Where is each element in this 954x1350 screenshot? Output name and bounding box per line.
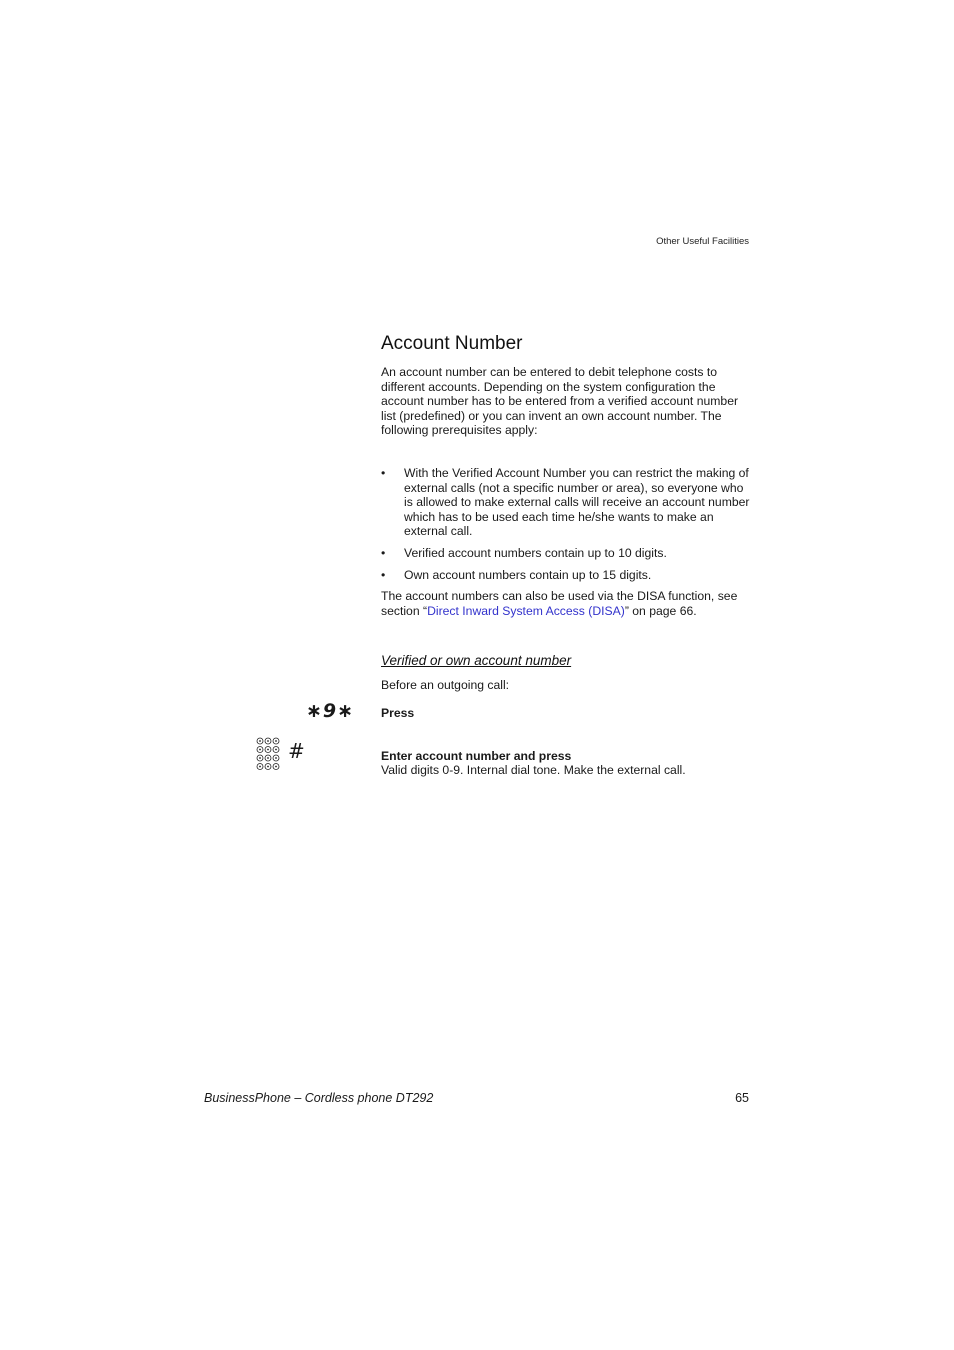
list-item [381,546,753,561]
note-text-before: The account numbers can also be used via the DISA function, see section “ [381,589,738,618]
page-number: 65 [735,1091,749,1105]
keypad-icon [256,737,282,778]
prerequisites-list [381,466,753,582]
step-enter-label: Enter account number and press [381,749,572,763]
list-item-text: Verified account numbers contain up to 10 digits. [404,545,667,560]
running-header: Other Useful Facilities [656,236,749,247]
bullet-dot: • [381,567,386,582]
subsection-title: Verified or own account number [381,653,572,668]
hash-key-icon: # [288,739,305,763]
before-call-text: Before an outgoing call: [381,678,510,692]
list-item-text: With the Verified Account Number you can restrict the making of external calls (not a specific number or area), so everyone who is allowed to make external calls will receive an account number which has to be used each time he/she wants to make an external call. [404,466,750,539]
star-nine-star-keys: ∗9∗ [306,700,355,722]
intro-paragraph: An account number can be entered to debit telephone costs to different accounts. Depending on the system configuration the account number has to be entered from a verified account number list (predefined) or you can invent an own account number. The following prerequisites apply: [381,365,739,438]
list-item-text: Own account numbers contain up to 15 digits. [404,567,652,582]
step-press-label: Press [381,706,415,720]
footer-title: BusinessPhone – Cordless phone DT292 [204,1091,434,1105]
disa-note [381,589,753,618]
bullet-dot: • [381,466,386,480]
disa-link[interactable]: Direct Inward System Access (DISA) [427,603,625,618]
note-text-after: ” on page 66. [624,603,697,618]
page-title: Account Number [381,333,523,354]
list-item [381,568,753,583]
bullet-dot: • [381,545,386,560]
list-item [381,466,753,539]
step-enter-description: Valid digits 0-9. Internal dial tone. Make the external call. [381,763,686,777]
